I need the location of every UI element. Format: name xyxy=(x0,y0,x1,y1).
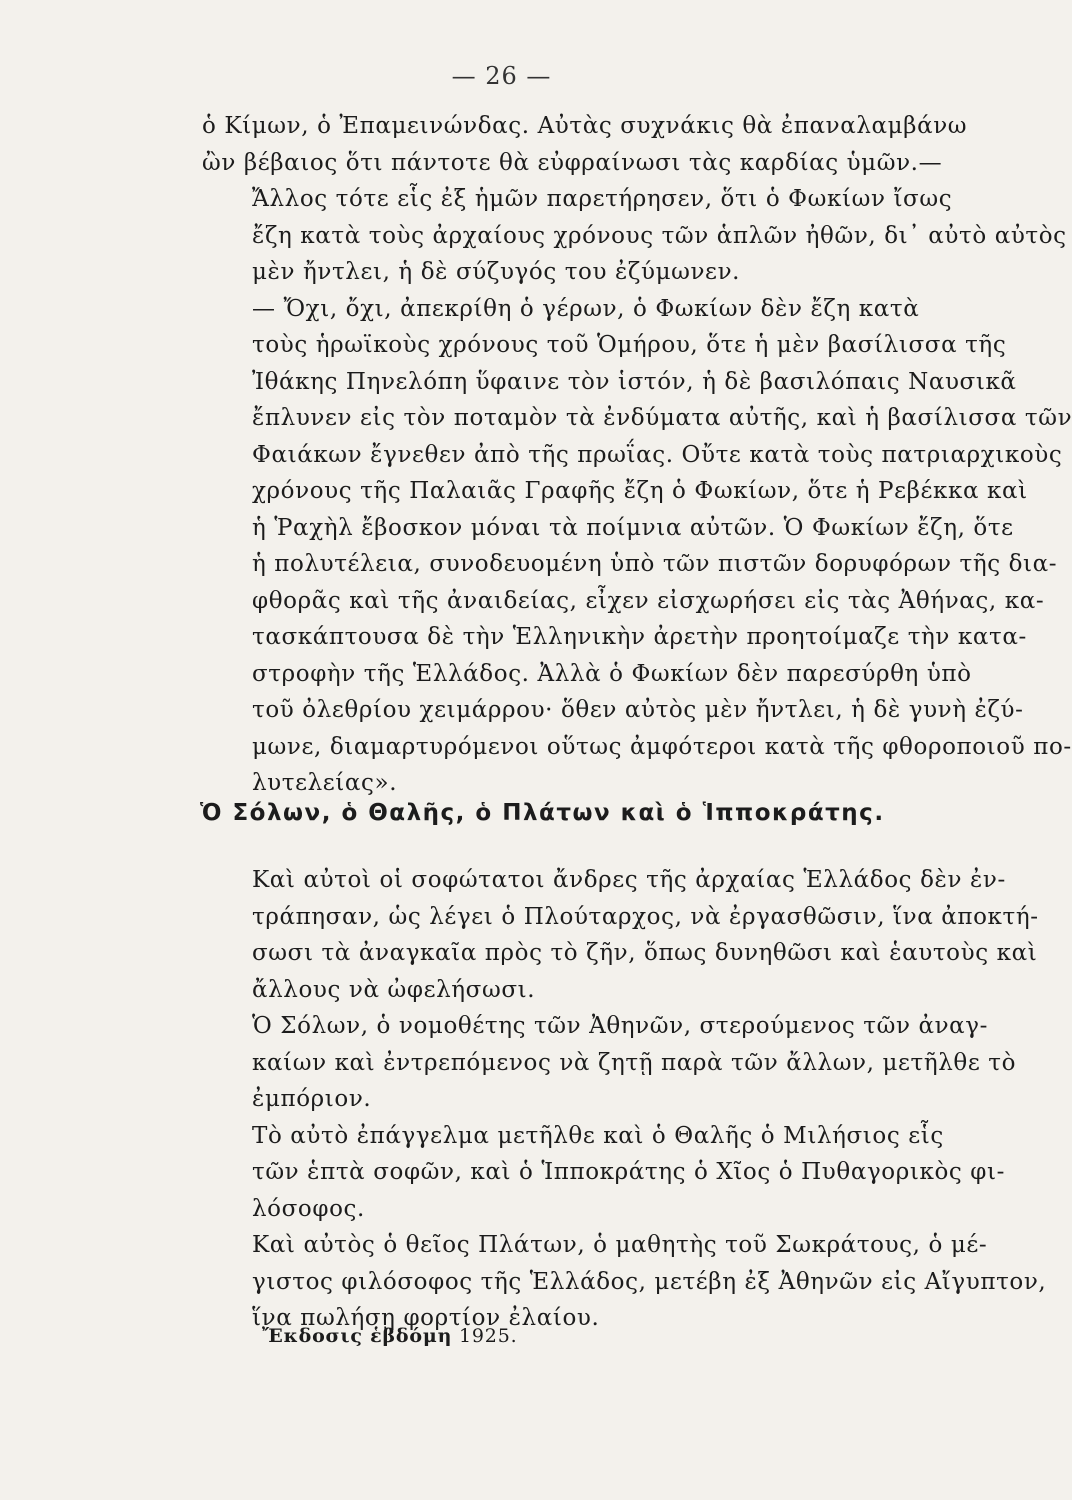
main-text-block xyxy=(202,108,1072,802)
section-heading: Ὁ Σόλων, ὁ Θαλῆς, ὁ Πλάτων καὶ ὁ Ἱπποκράτης. xyxy=(200,800,885,826)
paragraph-solon xyxy=(202,1008,1017,1118)
text-line: — Ὄχι, ὄχι, ἀπεκρίθη ὁ γέρων, ὁ Φωκίων δὲν ἔζη κατὰ xyxy=(252,295,920,322)
paragraph-old-man-reply xyxy=(202,291,1072,802)
text-line: ἵνα πωλήσῃ φορτίον ἐλαίου. xyxy=(252,1305,600,1331)
text-line: σωσι τὰ ἀναγκαῖα πρὸς τὸ ζῆν, ὅπως δυνηθῶσι καὶ ἑαυτοὺς καὶ xyxy=(252,940,1038,966)
paragraph-phocion-remark xyxy=(202,181,1067,291)
paragraph-plato xyxy=(202,1227,1047,1337)
text-line: ἔζη κατὰ τοὺς ἀρχαίους χρόνους τῶν ἁπλῶν ἠθῶν, δι᾽ αὐτὸ αὐτὸς xyxy=(252,222,1067,249)
text-line: Ἰθάκης Πηνελόπη ὕφαινε τὸν ἱστόν, ἡ δὲ βασιλόπαις Ναυσικᾶ xyxy=(252,368,1017,395)
text-line: τῶν ἑπτὰ σοφῶν, καὶ ὁ Ἱπποκράτης ὁ Χῖος ὁ Πυθαγορικὸς φι- xyxy=(252,1159,1005,1185)
text-line: ἡ Ῥαχὴλ ἔβοσκον μόναι τὰ ποίμνια αὐτῶν. Ὁ Φωκίων ἔζη, ὅτε xyxy=(252,514,1014,541)
text-line: ἔπλυνεν εἰς τὸν ποταμὸν τὰ ἐνδύματα αὐτῆς, καὶ ἡ βασίλισσα τῶν xyxy=(252,405,1072,431)
text-line: ὢν βέβαιος ὅτι πάντοτε θὰ εὐφραίνωσι τὰς καρδίας ὑμῶν.— xyxy=(202,149,943,176)
edition-note xyxy=(262,1325,517,1347)
text-line: στροφὴν τῆς Ἑλλάδος. Ἀλλὰ ὁ Φωκίων δὲν παρεσύρθη ὑπὸ xyxy=(252,660,972,687)
opening-paragraph xyxy=(202,108,970,181)
text-line: μωνε, διαμαρτυρόμενοι οὕτως ἀμφότεροι κατὰ τῆς φθοροποιοῦ πο- xyxy=(252,733,1072,760)
text-line: γιστος φιλόσοφος τῆς Ἑλλάδος, μετέβη ἐξ Ἀθηνῶν εἰς Αἴγυπτον, xyxy=(252,1268,1047,1295)
text-line: Ὁ Σόλων, ὁ νομοθέτης τῶν Ἀθηνῶν, στερούμενος τῶν ἀναγ- xyxy=(252,1013,989,1039)
text-line: ὁ Κίμων, ὁ Ἐπαμεινώνδας. Αὐτὰς συχνάκις θὰ ἐπαναλαμβάνω xyxy=(202,113,968,139)
text-line: ἄλλους νὰ ὠφελήσωσι. xyxy=(252,976,536,1003)
text-line: χρόνους τῆς Παλαιᾶς Γραφῆς ἔζη ὁ Φωκίων, ὅτε ἡ Ρεβέκκα καὶ xyxy=(252,478,1028,504)
text-line: τράπησαν, ὡς λέγει ὁ Πλούταρχος, νὰ ἐργασθῶσιν, ἵνα ἀποκτή- xyxy=(252,903,1039,930)
edition-year: 1925. xyxy=(459,1325,518,1347)
text-line: λόσοφος. xyxy=(252,1195,365,1222)
text-line: λυτελείας». xyxy=(252,770,398,796)
text-line: μὲν ἤντλει, ἡ δὲ σύζυγός του ἐζύμωνεν. xyxy=(252,259,741,285)
text-line: Καὶ αὐτοὶ οἱ σοφώτατοι ἄνδρες τῆς ἀρχαίας Ἑλλάδος δὲν ἐν- xyxy=(252,867,1006,893)
text-line: τασκάπτουσα δὲ τὴν Ἑλληνικὴν ἀρετὴν προητοίμαζε τὴν κατα- xyxy=(252,624,1027,650)
edition-label: Ἔκδοσις ἑβδόμη xyxy=(262,1325,453,1347)
text-line: φθορᾶς καὶ τῆς ἀναιδείας, εἶχεν εἰσχωρήσει εἰς τὰς Ἀθήνας, κα- xyxy=(252,587,1045,614)
text-line: ἡ πολυτέλεια, συνοδευομένη ὑπὸ τῶν πιστῶν δορυφόρων τῆς δια- xyxy=(252,551,1058,577)
section-text-block xyxy=(202,862,1047,1337)
page-number: — 26 — xyxy=(451,62,552,90)
text-line: τοῦ ὀλεθρίου χειμάρρου· ὅθεν αὐτὸς μὲν ἤντλει, ἡ δὲ γυνὴ ἐζύ- xyxy=(252,697,1024,723)
paragraph-wise-men xyxy=(202,862,1039,1008)
text-line: ἐμπόριον. xyxy=(252,1086,372,1112)
paragraph-thales xyxy=(202,1118,1005,1228)
text-line: Ἄλλος τότε εἷς ἐξ ἡμῶν παρετήρησεν, ὅτι ὁ Φωκίων ἴσως xyxy=(252,186,953,212)
text-line: τοὺς ἡρωϊκοὺς χρόνους τοῦ Ὁμήρου, ὅτε ἡ μὲν βασίλισσα τῆς xyxy=(252,332,1007,358)
text-line: καίων καὶ ἐντρεπόμενος νὰ ζητῇ παρὰ τῶν ἄλλων, μετῆλθε τὸ xyxy=(252,1049,1017,1076)
text-line: Φαιάκων ἔγνεθεν ἀπὸ τῆς πρωΐας. Οὔτε κατὰ τοὺς πατριαρχικοὺς xyxy=(252,441,1063,468)
text-line: Καὶ αὐτὸς ὁ θεῖος Πλάτων, ὁ μαθητὴς τοῦ Σωκράτους, ὁ μέ- xyxy=(252,1232,988,1258)
text-line: Τὸ αὐτὸ ἐπάγγελμα μετῆλθε καὶ ὁ Θαλῆς ὁ Μιλήσιος εἷς xyxy=(252,1122,944,1149)
